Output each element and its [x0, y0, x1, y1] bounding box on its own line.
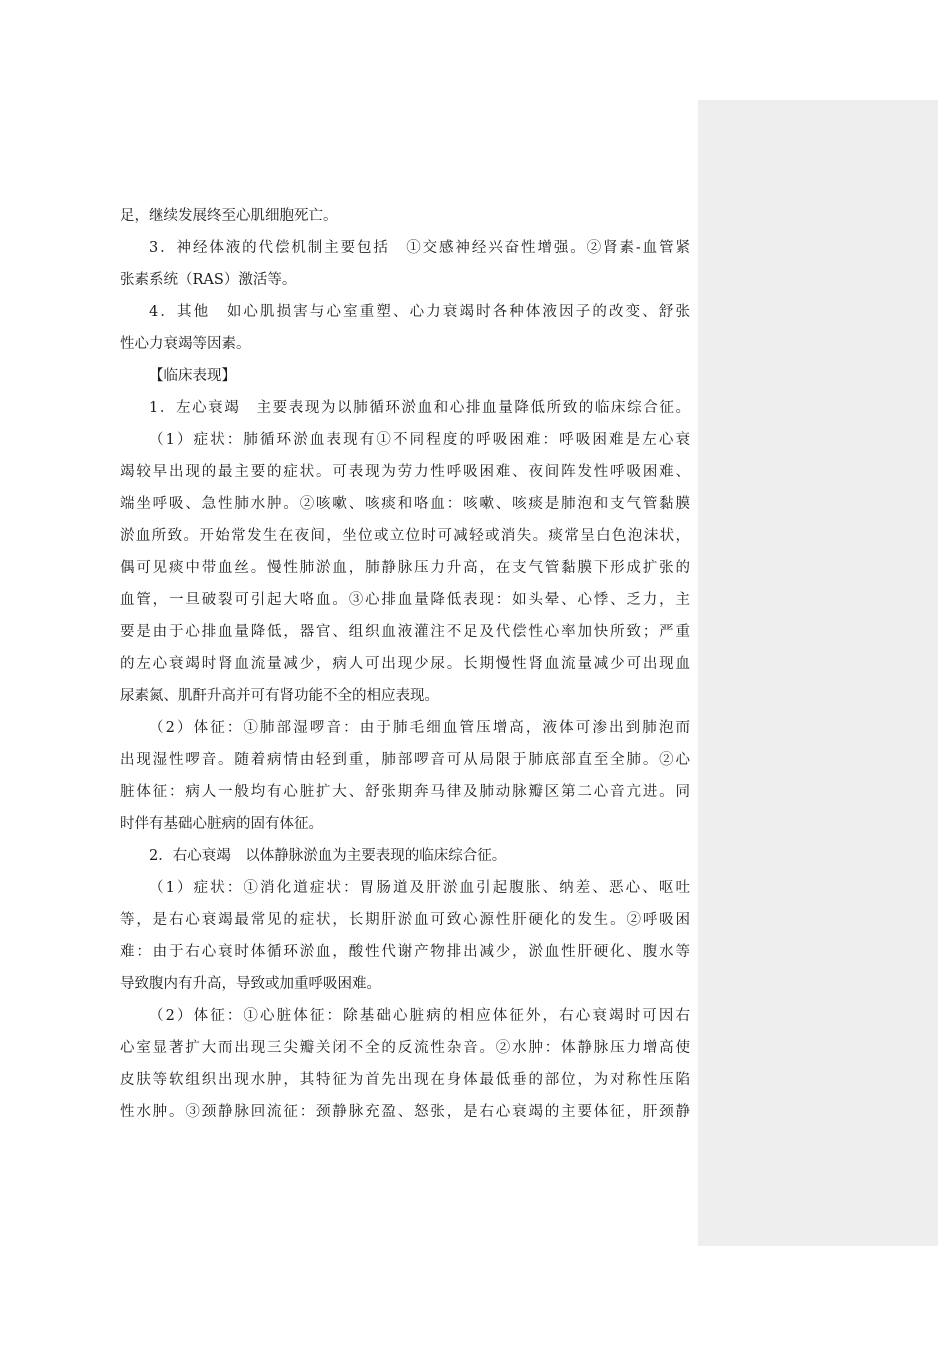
- text-line: （1）症状：肺循环淤血表现有①不同程度的呼吸困难：呼吸困难是左心衰: [149, 432, 690, 448]
- text-line: 难：由于右心衰时体循环淤血，酸性代谢产物排出减少，淤血性肝硬化、腹水等: [120, 944, 690, 960]
- text-line: 4．其他 如心肌损害与心室重塑、心力衰竭时各种体液因子的改变、舒张: [149, 304, 690, 320]
- text-line: （1）症状：①消化道症状：胃肠道及肝淤血引起腹胀、纳差、恶心、呕吐: [149, 880, 690, 896]
- text-line: 要是由于心排血量降低，器官、组织血液灌注不足及代偿性心率加快所致；严重: [120, 624, 690, 640]
- text-line: 淤血所致。开始常发生在夜间，坐位或立位时可减轻或消失。痰常呈白色泡沫状，: [120, 528, 690, 544]
- text-line: 时伴有基础心脏病的固有体征。: [120, 816, 323, 832]
- comment-margin-panel: [698, 100, 938, 1246]
- text-line: 尿素氮、肌酐升高并可有肾功能不全的相应表现。: [120, 688, 439, 704]
- text-line: 3．神经体液的代偿机制主要包括 ①交感神经兴奋性增强。②肾素-血管紧: [149, 240, 690, 256]
- text-line: 2．右心衰竭 以体静脉淤血为主要表现的临床综合征。: [149, 848, 507, 864]
- text-line: 脏体征：病人一般均有心脏扩大、舒张期奔马律及肺动脉瓣区第二心音亢进。同: [120, 784, 690, 800]
- text-line: （2）体征：①肺部湿啰音：由于肺毛细血管压增高，液体可渗出到肺泡而: [149, 720, 690, 736]
- text-line: 导致腹内有升高，导致或加重呼吸困难。: [120, 976, 381, 992]
- text-line: 血管，一旦破裂可引起大咯血。③心排血量降低表现：如头晕、心悸、乏力，主: [120, 592, 690, 608]
- section-heading: 【临床表现】: [149, 368, 236, 384]
- text-line: 性心力衰竭等因素。: [120, 336, 251, 352]
- text-line: 性水肿。③颈静脉回流征：颈静脉充盈、怒张，是右心衰竭的主要体征，肝颈静: [120, 1104, 690, 1120]
- text-line: 心室显著扩大而出现三尖瓣关闭不全的反流性杂音。②水肿：体静脉压力增高使: [120, 1040, 690, 1056]
- text-line: 皮肤等软组织出现水肿，其特征为首先出现在身体最低垂的部位，为对称性压陷: [120, 1072, 690, 1088]
- text-line: 足，继续发展终至心肌细胞死亡。: [120, 208, 338, 224]
- text-line: 等，是右心衰竭最常见的症状，长期肝淤血可致心源性肝硬化的发生。②呼吸困: [120, 912, 690, 928]
- text-line: 端坐呼吸、急性肺水肿。②咳嗽、咳痰和咯血：咳嗽、咳痰是肺泡和支气管黏膜: [120, 496, 690, 512]
- text-line: 张素系统（RAS）激活等。: [120, 272, 297, 288]
- text-line: 偶可见痰中带血丝。慢性肺淤血，肺静脉压力升高，在支气管黏膜下形成扩张的: [120, 560, 690, 576]
- document-body: [120, 200, 690, 1128]
- text-line: 1．左心衰竭 主要表现为以肺循环淤血和心排血量降低所致的临床综合征。: [149, 400, 690, 416]
- text-line: （2）体征：①心脏体征：除基础心脏病的相应体征外，右心衰竭时可因右: [149, 1008, 690, 1024]
- text-line: 的左心衰竭时肾血流量减少，病人可出现少尿。长期慢性肾血流量减少可出现血: [120, 656, 690, 672]
- text-line: 竭较早出现的最主要的症状。可表现为劳力性呼吸困难、夜间阵发性呼吸困难、: [120, 464, 690, 480]
- text-line: 出现湿性啰音。随着病情由轻到重，肺部啰音可从局限于肺底部直至全肺。②心: [120, 752, 690, 768]
